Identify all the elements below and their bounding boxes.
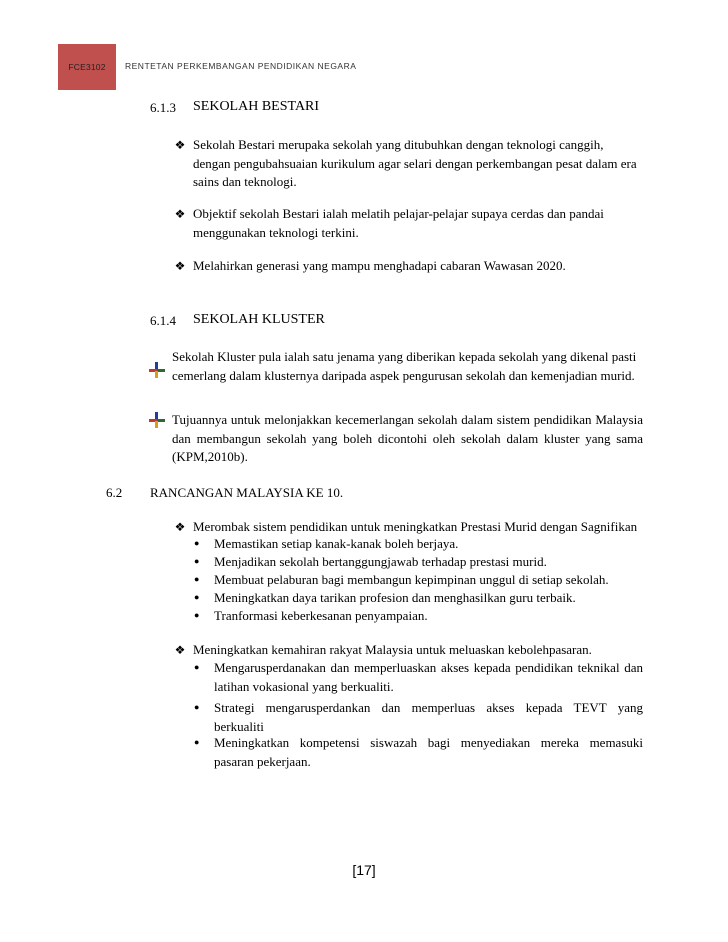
diamond-bullet-icon: ❖ bbox=[174, 138, 186, 152]
diamond-bullet-icon: ❖ bbox=[174, 207, 186, 221]
list-item: Sekolah Kluster pula ialah satu jenama yang diberikan kepada sekolah yang dikenal pasti cemerlang dalam klusternya daripada aspek pengurusan sekolah dan kemenjadian murid. bbox=[172, 349, 637, 383]
section-title-62: RANCANGAN MALAYSIA KE 10. bbox=[150, 485, 344, 500]
list-item: Tujuannya untuk melonjakkan kecemerlangan sekolah dalam sistem pendidikan Malaysia dan membangun sekolah yang boleh dicontohi oleh sekolah dalam kluster yang sama (KPM,2010b). bbox=[172, 412, 643, 464]
list-item: Mengarusperdanakan dan memperluaskan akses kepada pendidikan teknikal dan latihan vokasional yang berkualiti. bbox=[214, 660, 643, 694]
round-bullet-icon: ● bbox=[194, 556, 200, 566]
round-bullet-icon: ● bbox=[194, 662, 200, 672]
list-item: Memastikan setiap kanak-kanak boleh berjaya. bbox=[214, 536, 459, 551]
list-item: Membuat pelaburan bagi membangun kepimpinan unggul di setiap sekolah. bbox=[214, 572, 609, 587]
page-number: [17] bbox=[352, 862, 376, 878]
round-bullet-icon: ● bbox=[194, 538, 200, 548]
list-heading: Merombak sistem pendidikan untuk meningkatkan Prestasi Murid dengan Sagnifikan bbox=[193, 519, 638, 534]
list-item: Melahirkan generasi yang mampu menghadapi cabaran Wawasan 2020. bbox=[193, 258, 566, 273]
list-item: Meningkatkan daya tarikan profesion dan menghasilkan guru terbaik. bbox=[214, 590, 576, 605]
section-title-614: SEKOLAH KLUSTER bbox=[193, 312, 325, 327]
round-bullet-icon: ● bbox=[194, 702, 200, 712]
section-title-613: SEKOLAH BESTARI bbox=[193, 99, 320, 114]
round-bullet-icon: ● bbox=[194, 574, 200, 584]
course-code: FCE3102 bbox=[68, 62, 106, 72]
list-item: Objektif sekolah Bestari ialah melatih pelajar-pelajar supaya cerdas dan pandai menggunakan teknologi terkini. bbox=[193, 206, 604, 240]
list-item: Meningkatkan kompetensi siswazah bagi menyediakan mereka memasuki pasaran pekerjaan. bbox=[214, 735, 643, 769]
section-number-613: 6.1.3 bbox=[150, 100, 176, 115]
list-item: Menjadikan sekolah bertanggungjawab terhadap prestasi murid. bbox=[214, 554, 547, 569]
list-heading: Meningkatkan kemahiran rakyat Malaysia untuk meluaskan kebolehpasaran. bbox=[193, 642, 592, 657]
four-arrow-bullet-icon bbox=[149, 412, 165, 428]
list-item: Sekolah Bestari merupaka sekolah yang ditubuhkan dengan teknologi canggih, dengan pengubahsuaian kurikulum agar selari dengan perkembangan pesat dalam era sains dan teknologi. bbox=[193, 137, 637, 189]
round-bullet-icon: ● bbox=[194, 737, 200, 747]
diamond-bullet-icon: ❖ bbox=[174, 259, 186, 273]
course-code-badge bbox=[58, 44, 116, 90]
list-item: Tranformasi keberkesanan penyampaian. bbox=[214, 608, 428, 623]
section-number-62: 6.2 bbox=[106, 485, 123, 500]
diamond-bullet-icon: ❖ bbox=[174, 520, 186, 534]
round-bullet-icon: ● bbox=[194, 610, 200, 620]
diamond-bullet-icon: ❖ bbox=[174, 643, 186, 657]
four-arrow-bullet-icon bbox=[149, 362, 165, 378]
list-item: Strategi mengarusperdankan dan memperluas akses kepada TEVT yang berkualiti bbox=[214, 700, 643, 734]
round-bullet-icon: ● bbox=[194, 592, 200, 602]
running-header-title: RENTETAN PERKEMBANGAN PENDIDIKAN NEGARA bbox=[125, 61, 357, 71]
section-number-614: 6.1.4 bbox=[150, 313, 176, 328]
